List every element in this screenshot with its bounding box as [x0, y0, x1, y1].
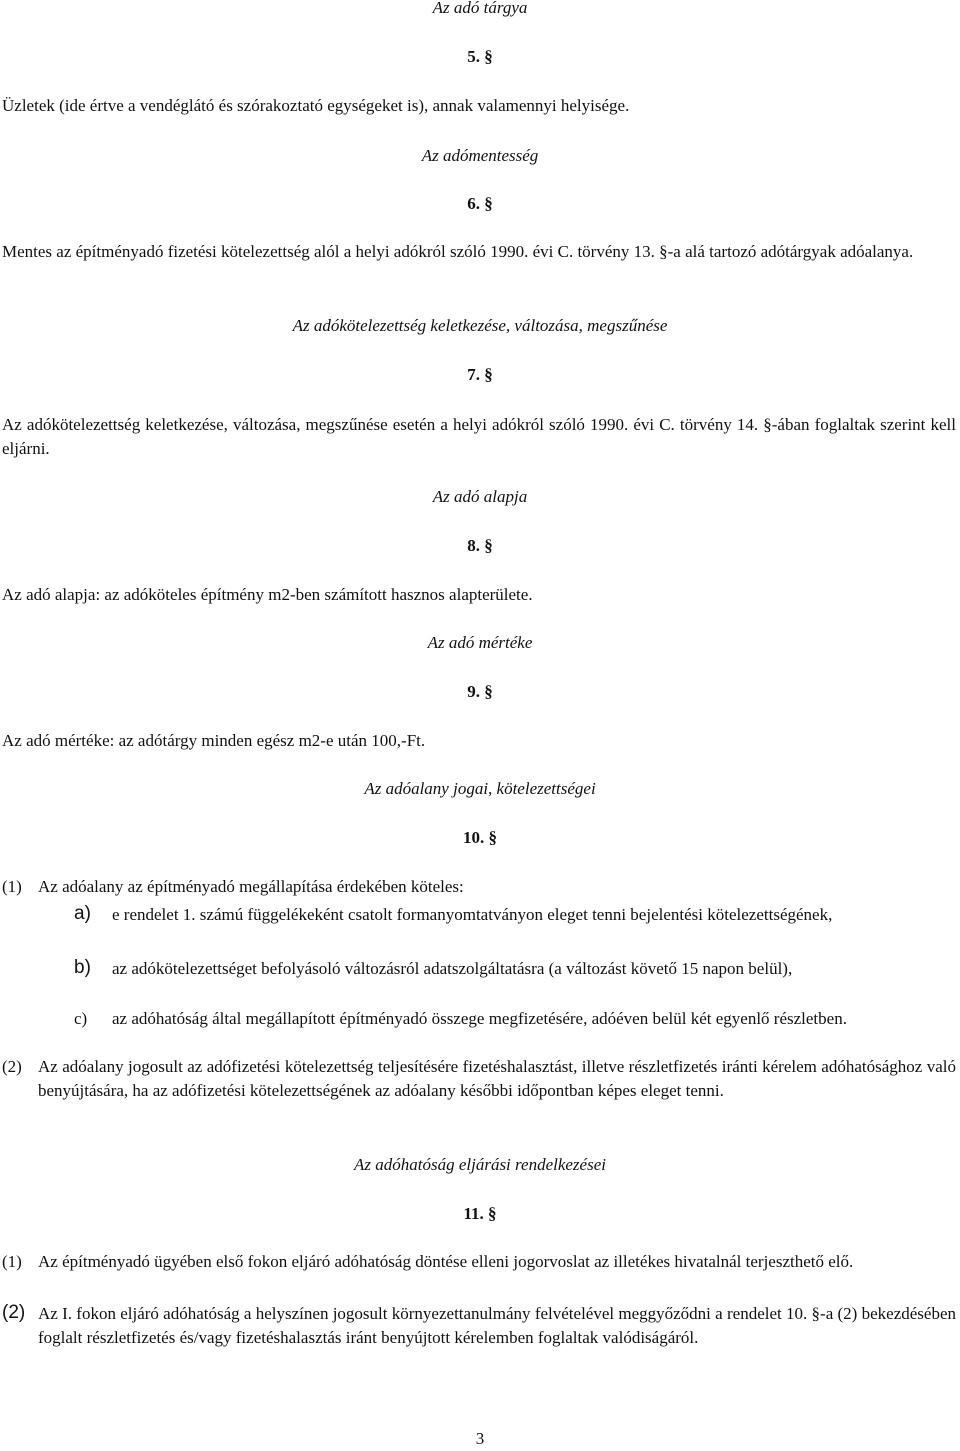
heading-adoalany-jogai: Az adóalany jogai, kötelezettségei	[364, 779, 596, 798]
section-5: 5. §	[467, 47, 493, 66]
s10-item-a-text: e rendelet 1. számú függelékeként csatolt formanyomtatványon eleget tenni bejelentési kötelezettségének,	[112, 905, 833, 924]
heading-ado-alapja: Az adó alapja	[432, 487, 528, 506]
paragraph-9: Az adó mértéke: az adótárgy minden egész m2-e után 100,-Ft.	[2, 731, 426, 750]
section-10: 10. §	[463, 828, 497, 847]
s11-item-1-text: Az építményadó ügyében első fokon eljáró adóhatóság döntése elleni jogorvoslat az illetékes hivatalnál terjeszthető elő.	[38, 1252, 854, 1271]
paragraph-6: Mentes az építményadó fizetési kötelezettség alól a helyi adókról szóló 1990. évi C. törvény 13. §-a alá tartozó adótárgyak adóalanya.	[2, 242, 914, 261]
heading-adomentesseg: Az adómentesség	[421, 146, 539, 165]
s10-item-c-text: az adóhatóság által megállapított építményadó összege megfizetésére, adóéven belül két egyenlő részletben.	[112, 1009, 847, 1028]
s10-item-b-text: az adókötelezettséget befolyásoló változásról adatszolgáltatásra (a változást követő 15 napon belül),	[112, 959, 793, 978]
section-7: 7. §	[467, 365, 493, 384]
s11-item-2-text: Az I. fokon eljáró adóhatóság a helyszínen jogosult környezettanulmány felvételével meggyőződni a rendelet 10. §-a (2) bekezdésében foglalt részletfizetés és/vagy fizetéshalasztás iránt benyújtott kérelemben foglaltak valódiságáról.	[38, 1304, 956, 1347]
heading-ado-merteke: Az adó mértéke	[427, 633, 533, 652]
s10-item-c-label: c)	[74, 1009, 88, 1028]
paragraph-5: Üzletek (ide értve a vendéglátó és szórakoztató egységeket is), annak valamennyi helyisége.	[2, 96, 630, 115]
s10-item-b-label: b)	[74, 957, 91, 978]
s10-item-1-number: (1)	[2, 877, 22, 896]
s10-item-2-number: (2)	[2, 1057, 22, 1076]
section-11: 11. §	[463, 1204, 497, 1223]
heading-adokotelezettseg: Az adókötelezettség keletkezése, változása, megszűnése	[292, 316, 668, 335]
s11-item-1-number: (1)	[2, 1252, 22, 1271]
s10-item-1-intro: Az adóalany az építményadó megállapítása érdekében köteles:	[38, 877, 464, 896]
s11-item-2-number: (2)	[2, 1302, 26, 1323]
paragraph-8: Az adó alapja: az adóköteles építmény m2-ben számított hasznos alapterülete.	[2, 585, 533, 604]
section-6: 6. §	[467, 194, 493, 213]
s10-item-a-label: a)	[74, 903, 91, 924]
page-number: 3	[475, 1429, 485, 1448]
section-9: 9. §	[467, 682, 493, 701]
section-8: 8. §	[467, 536, 493, 555]
heading-adohatosag: Az adóhatóság eljárási rendelkezései	[354, 1155, 606, 1174]
paragraph-7: Az adókötelezettség keletkezése, változása, megszűnése esetén a helyi adókról szóló 1990. évi C. törvény 14. §-ában foglaltak szerint kell eljárni.	[2, 415, 956, 458]
s10-item-2-text: Az adóalany jogosult az adófizetési kötelezettség teljesítésére fizetéshalasztást, illetve részletfizetés iránti kérelem adóhatósághoz való benyújtására, ha az adófizetési kötelezettségének az adóalany későbbi időpontban képes eleget tenni.	[38, 1057, 956, 1100]
heading-ado-targya: Az adó tárgya	[432, 0, 528, 17]
